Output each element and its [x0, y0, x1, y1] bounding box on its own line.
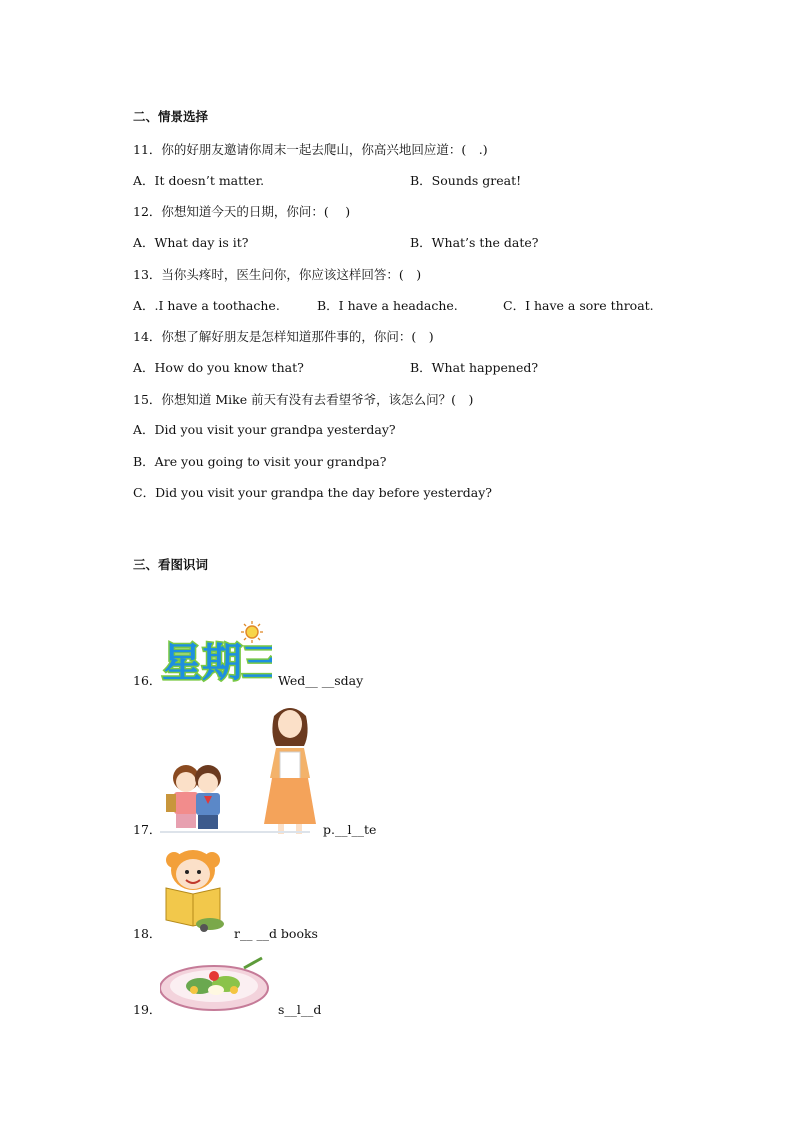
question-15-option-a: A．Did you visit your grandpa yesterday?: [133, 422, 396, 437]
question-17-word: p.__l__te: [323, 822, 377, 837]
question-12-option-b: B．What’s the date?: [410, 235, 539, 250]
question-15-stem: 15．你想知道 Mike 前天有没有去看望爷爷，该怎么问？( ): [133, 392, 474, 407]
question-13-option-a: A．.I have a toothache.: [133, 298, 280, 313]
question-18-number: 18．: [133, 926, 162, 941]
teacher-and-pupils-picture: [160, 696, 320, 836]
question-15-option-c: C．Did you visit your grandpa the day before yesterday?: [133, 485, 492, 500]
question-13-option-b: B．I have a headache.: [317, 298, 458, 313]
question-13-option-c: C．I have a sore throat.: [503, 298, 654, 313]
question-12-stem: 12．你想知道今天的日期，你问：( ): [133, 204, 351, 219]
question-18-word: r__ __d books: [234, 926, 318, 941]
salad-picture: [160, 956, 272, 1014]
question-12-option-a: A．What day is it?: [133, 235, 249, 250]
question-14-option-a: A．How do you know that?: [133, 360, 304, 375]
wednesday-picture: [160, 620, 272, 684]
question-14-option-b: B．What happened?: [410, 360, 539, 375]
question-19-number: 19．: [133, 1002, 162, 1017]
question-11-stem: 11．你的好朋友邀请你周末一起去爬山，你高兴地回应道：( .): [133, 142, 488, 157]
question-17-number: 17．: [133, 822, 162, 837]
question-16-word: Wed__ __sday: [278, 673, 364, 688]
question-14-stem: 14．你想了解好朋友是怎样知道那件事的，你问：( ): [133, 329, 434, 344]
question-11-option-a: A．It doesn’t matter.: [133, 173, 265, 188]
question-19-word: s__l__d: [278, 1002, 322, 1017]
question-15-option-b: B．Are you going to visit your grandpa?: [133, 454, 387, 469]
wednesday-picture-text: 星期三: [162, 640, 272, 684]
question-16-number: 16．: [133, 673, 162, 688]
section-2-title: 二、情景选择: [133, 109, 209, 124]
girl-reading-picture: [160, 846, 228, 934]
section-3-title: 三、看图识词: [133, 557, 209, 572]
question-13-stem: 13．当你头疼时，医生问你，你应该这样回答：( ): [133, 267, 422, 282]
question-11-option-b: B．Sounds great!: [410, 173, 522, 188]
